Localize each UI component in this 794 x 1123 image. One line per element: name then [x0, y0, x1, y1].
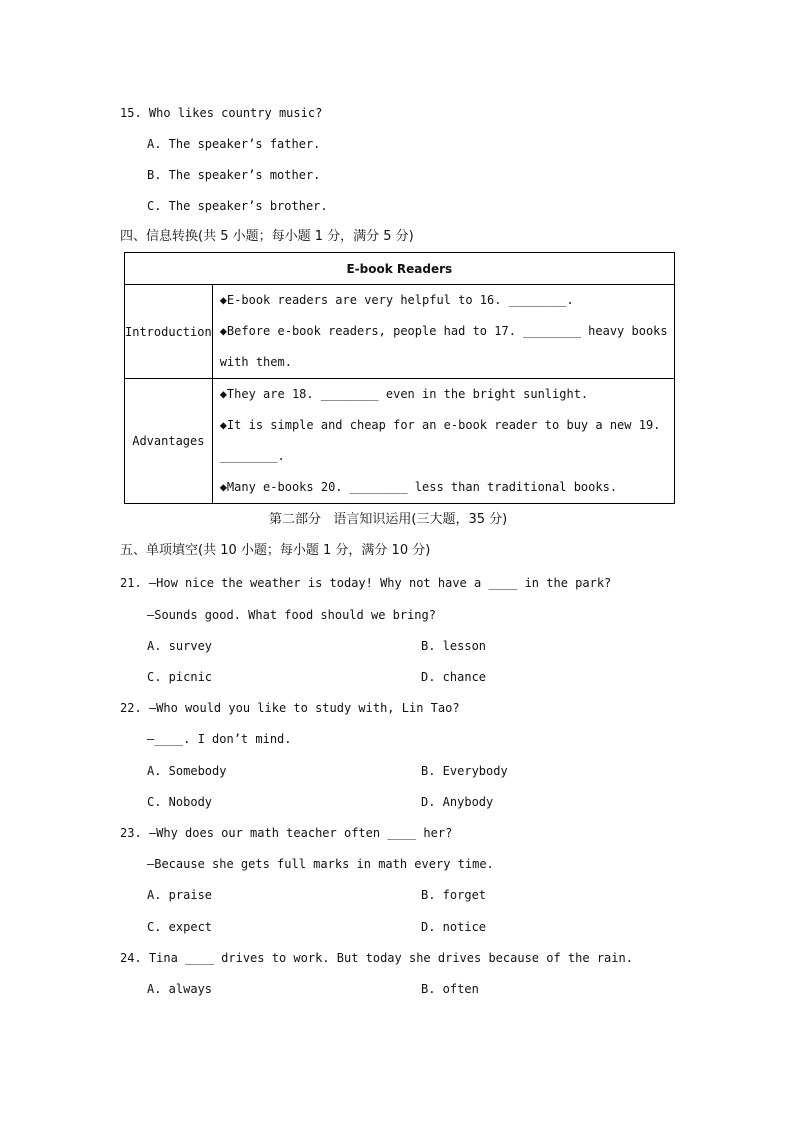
table-title: E-book Readers: [125, 253, 675, 285]
question-21-line-2: —Sounds good. What food should we bring?: [147, 608, 436, 622]
question-22-option-d: D. Anybody: [421, 795, 494, 809]
question-21-option-b: B. lesson: [421, 639, 487, 653]
question-23-option-d: D. notice: [421, 920, 487, 934]
ebook-readers-table: [124, 252, 675, 504]
question-15-stem: 15. Who likes country music?: [120, 106, 323, 120]
section-4-title: 四、信息转换(共 5 小题；每小题 1 分，满分 5 分): [120, 229, 414, 244]
question-24-option-a: A. always: [147, 982, 213, 996]
question-24-line-1: 24. Tina ____ drives to work. But today she drives because of the rain.: [120, 951, 633, 965]
question-21-line-1: 21. —How nice the weather is today! Why not have a ____ in the park?: [120, 576, 612, 590]
introduction-label: Introduction: [125, 285, 213, 379]
question-22-line-1: 22. —Who would you like to study with, Lin Tao?: [120, 701, 460, 715]
question-22-line-2: —____. I don’t mind.: [147, 732, 292, 746]
question-22-option-b: B. Everybody: [421, 764, 508, 778]
question-24-option-b: B. often: [421, 982, 479, 996]
table-line: ◆They are 18. ________ even in the bright sunlight.: [219, 387, 589, 401]
question-23-line-2: —Because she gets full marks in math every time.: [147, 857, 494, 871]
question-22-option-c: C. Nobody: [147, 795, 213, 809]
question-21-option-a: A. survey: [147, 639, 213, 653]
question-23-option-c: C. expect: [147, 920, 213, 934]
introduction-content: [212, 285, 674, 379]
question-21-option-c: C. picnic: [147, 670, 213, 684]
section-5-title: 五、单项填空(共 10 小题；每小题 1 分，满分 10 分): [120, 543, 431, 558]
question-23-option-b: B. forget: [421, 888, 487, 902]
table-line: ◆E-book readers are very helpful to 16. ________.: [219, 293, 574, 307]
table-line: ◆It is simple and cheap for an e-book reader to buy a new 19.: [219, 418, 661, 432]
table-line: ◆Before e-book readers, people had to 17. ________ heavy books: [219, 324, 668, 338]
table-line: with them.: [219, 355, 292, 369]
advantages-label: Advantages: [125, 379, 213, 504]
question-23-option-a: A. praise: [147, 888, 213, 902]
table-line: ________.: [219, 449, 285, 463]
question-22-option-a: A. Somebody: [147, 764, 227, 778]
question-23-line-1: 23. —Why does our math teacher often ____ her?: [120, 826, 453, 840]
question-21-option-d: D. chance: [421, 670, 487, 684]
question-15-option-b: B. The speaker’s mother.: [147, 168, 321, 182]
question-15-option-c: C. The speaker’s brother.: [147, 199, 328, 213]
part-2-title: 第二部分 语言知识运用(三大题，35 分): [269, 512, 508, 527]
advantages-content: [212, 379, 674, 504]
question-15-option-a: A. The speaker’s father.: [147, 137, 321, 151]
table-line: ◆Many e-books 20. ________ less than traditional books.: [219, 480, 618, 494]
